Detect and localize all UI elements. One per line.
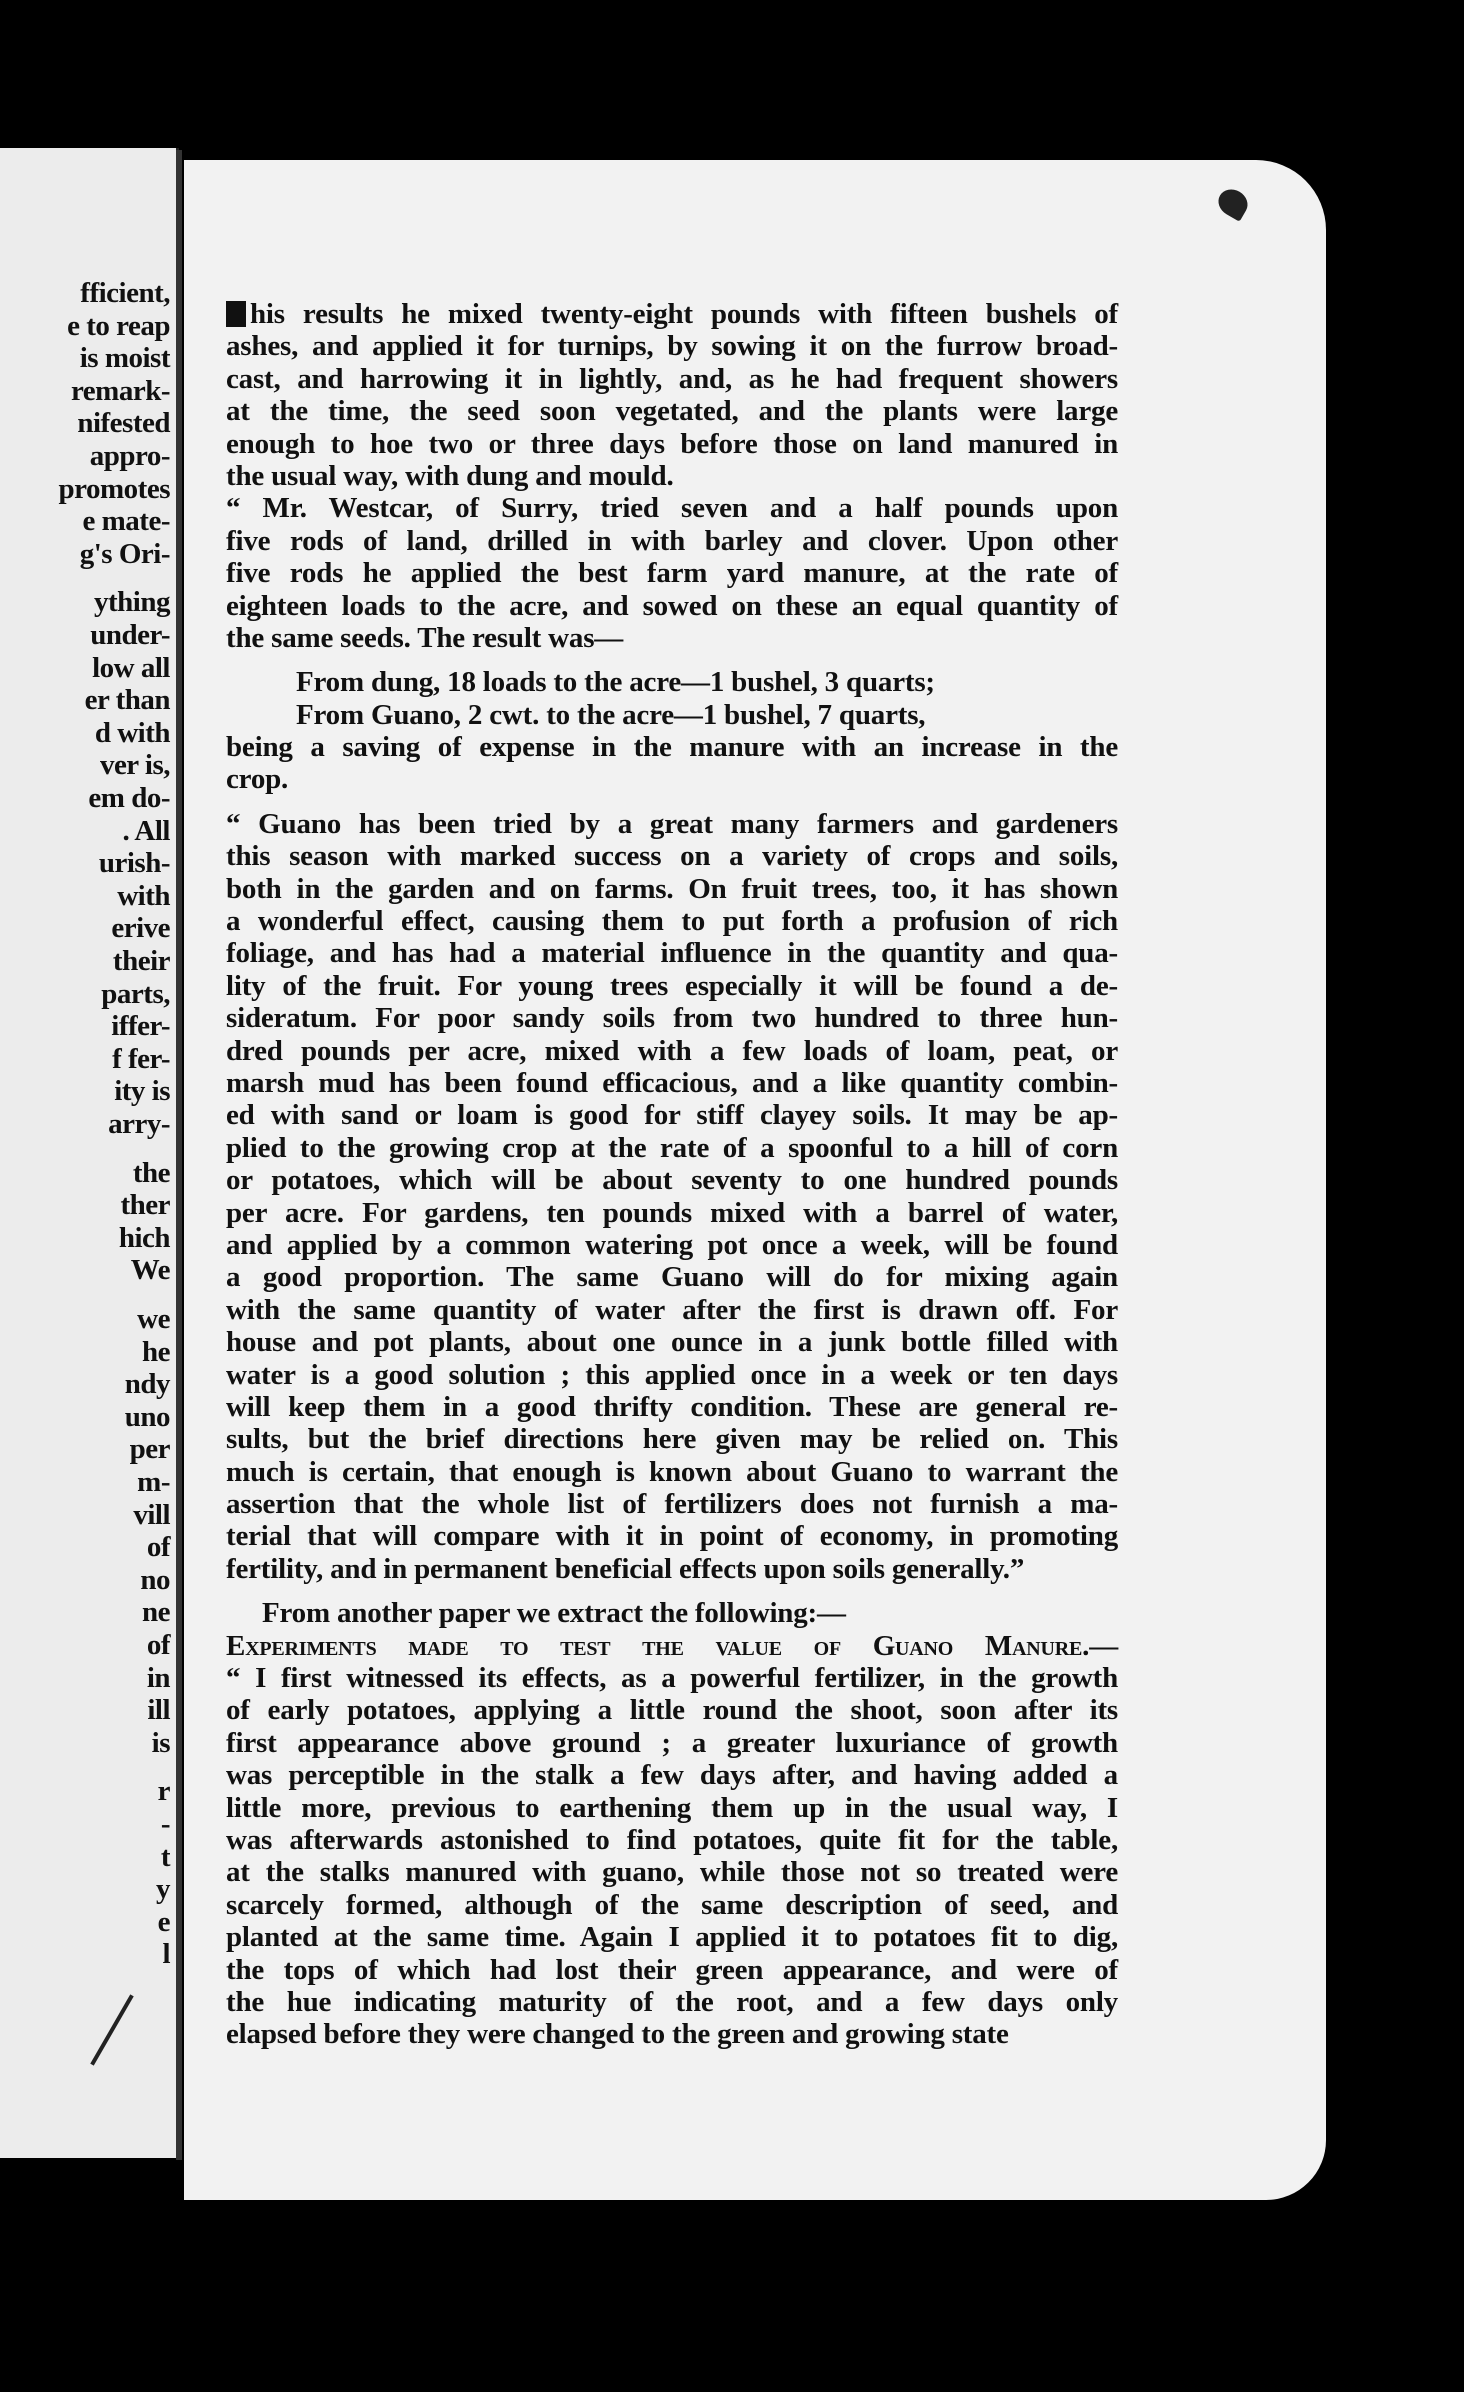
facing-page-line-fragment: hich xyxy=(118,1221,170,1254)
text-line: with the same quantity of water after the first is drawn off. For xyxy=(226,1293,1118,1326)
text-line: sults, but the brief directions here given may be relied on. This xyxy=(226,1423,1118,1456)
facing-page-fragment xyxy=(0,148,179,2158)
text-line: dred pounds per acre, mixed with a few loads of loam, peat, or xyxy=(226,1034,1118,1067)
facing-page-line-fragment: we xyxy=(137,1303,170,1335)
text-line: was perceptible in the stalk a few days after, and having added a xyxy=(226,1759,1118,1792)
facing-page-line-fragment: d with xyxy=(94,716,170,749)
initial-letter-blot xyxy=(226,301,246,327)
facing-page-line-fragment: vill xyxy=(133,1498,170,1531)
paragraph-gap xyxy=(226,1585,1118,1597)
text-line-body: his results he mixed twenty-eight pounds with fifteen bushels of xyxy=(250,298,1118,330)
text-line: sideratum. For poor sandy soils from two hundred to three hun- xyxy=(226,1002,1118,1035)
facing-page-line-fragment: of xyxy=(146,1531,170,1564)
facing-page-line-fragment: parts, xyxy=(101,977,170,1010)
facing-page-line-fragment: in xyxy=(146,1661,170,1694)
facing-page-line-fragment: of xyxy=(146,1629,170,1661)
facing-page-line-fragment: ver is, xyxy=(99,749,170,782)
facing-page-line-fragment: is moist xyxy=(79,342,170,375)
text-line: the usual way, with dung and mould. xyxy=(226,459,674,492)
paragraph-gap xyxy=(226,796,1118,808)
text-line: Experiments made to test the value of Guano Manure.— xyxy=(226,1629,1118,1662)
facing-page-line-fragment: e to reap xyxy=(67,309,170,342)
facing-page-line-fragment: no xyxy=(140,1563,170,1596)
text-line: little more, previous to earthening them up in the usual way, I xyxy=(226,1791,1118,1824)
text-line: a good proportion. The same Guano will do for mixing again xyxy=(226,1261,1118,1294)
facing-page-line-fragment: promotes xyxy=(58,472,170,505)
facing-page-line-fragment: he xyxy=(142,1335,170,1368)
text-line: was afterwards astonished to find potatoes, quite fit for the table, xyxy=(226,1823,1118,1856)
facing-page-line-fragment: f fer- xyxy=(112,1042,170,1075)
facing-page-line-fragment: appro- xyxy=(89,440,170,472)
text-line: eighteen loads to the acre, and sowed on these an equal quantity of xyxy=(226,589,1118,622)
facing-page-line-fragment: e mate- xyxy=(82,505,170,538)
facing-page-line-fragment: We xyxy=(130,1254,170,1287)
facing-page-line-fragment: g's Ori- xyxy=(79,537,170,570)
facing-page-line-fragment: m- xyxy=(137,1466,170,1498)
facing-page-line-fragment: remark- xyxy=(70,374,170,407)
facing-page-line-fragment: er than xyxy=(84,684,170,717)
text-line: “ Guano has been tried by a great many farmers and gardeners xyxy=(226,807,1118,840)
text-line: From another paper we extract the following:— xyxy=(262,1597,846,1630)
text-line: and applied by a common watering pot once a week, will be found xyxy=(226,1228,1118,1261)
facing-page-line-fragment: l xyxy=(162,1938,170,1971)
facing-page-line-fragment: their xyxy=(112,945,170,977)
facing-page-line-fragment: ything xyxy=(94,586,170,619)
text-line: “ Mr. Westcar, of Surry, tried seven and a half pounds upon xyxy=(226,492,1118,525)
facing-page-line-fragment: em do- xyxy=(88,782,170,814)
text-line: foliage, and has had a material influence in the quantity and qua- xyxy=(226,937,1118,970)
text-line: or potatoes, which will be about seventy to one hundred pounds xyxy=(226,1164,1118,1197)
text-line: “ I first witnessed its effects, as a powerful fertilizer, in the growth xyxy=(226,1662,1118,1695)
facing-page-line-fragment: ne xyxy=(142,1596,170,1629)
facing-page-line-fragment: nifested xyxy=(77,407,170,440)
facing-page-line-fragment: . All xyxy=(122,814,170,847)
text-line: per acre. For gardens, ten pounds mixed with a barrel of water, xyxy=(226,1196,1118,1229)
facing-page-line-fragment: y xyxy=(156,1873,170,1906)
text-line: enough to hoe two or three days before those on land manured in xyxy=(226,427,1118,460)
text-line: water is a good solution ; this applied once in a week or ten days xyxy=(226,1358,1118,1391)
text-line: a wonderful effect, causing them to put forth a profusion of rich xyxy=(226,905,1118,938)
facing-page-line-fragment: the xyxy=(132,1156,170,1189)
text-line: at the stalks manured with guano, while those not so treated were xyxy=(226,1856,1118,1889)
text-line: cast, and harrowing it in lightly, and, as he had frequent showers xyxy=(226,362,1118,395)
facing-page-line-fragment: arry- xyxy=(108,1108,170,1140)
text-line: ed with sand or loam is good for stiff clayey soils. It may be ap- xyxy=(226,1099,1118,1132)
text-line: the tops of which had lost their green appearance, and were of xyxy=(226,1953,1118,1986)
text-line: much is certain, that enough is known about Guano to warrant the xyxy=(226,1455,1118,1488)
facing-page-line-fragment: with xyxy=(117,879,170,912)
text-line: being a saving of expense in the manure with an increase in the xyxy=(226,731,1118,764)
text-line: first appearance above ground ; a greater luxuriance of growth xyxy=(226,1726,1118,1759)
text-line: the same seeds. The result was— xyxy=(226,621,624,654)
text-line: elapsed before they were changed to the green and growing state xyxy=(226,2018,1009,2051)
facing-page-line-fragment: fficient, xyxy=(80,277,170,309)
facing-page-line-fragment: uno xyxy=(124,1400,170,1433)
text-line: will keep them in a good thrifty condition. These are general re- xyxy=(226,1390,1118,1423)
facing-page-line-fragment: is xyxy=(151,1726,170,1759)
facing-page-line-fragment: ity is xyxy=(114,1075,170,1108)
text-line: fertility, and in permanent beneficial effects upon soils generally.” xyxy=(226,1552,1025,1585)
facing-page-line-fragment: - xyxy=(160,1808,170,1840)
text-line: five rods of land, drilled in with barley and clover. Upon other xyxy=(226,524,1118,557)
facing-page-line-fragment: ther xyxy=(120,1189,170,1222)
text-line: marsh mud has been found efficacious, and a like quantity combin- xyxy=(226,1066,1118,1099)
text-line: assertion that the whole list of fertilizers does not furnish a ma- xyxy=(226,1488,1118,1521)
text-line: planted at the same time. Again I applied it to potatoes fit to dig, xyxy=(226,1921,1118,1954)
facing-page-line-fragment: iffer- xyxy=(111,1010,170,1043)
text-line: this season with marked success on a variety of crops and soils, xyxy=(226,840,1118,873)
text-line: terial that will compare with it in point of economy, in promoting xyxy=(226,1520,1118,1553)
page-text xyxy=(226,298,1118,2051)
text-line: ashes, and applied it for turnips, by sowing it on the furrow broad- xyxy=(226,330,1118,363)
text-line: From dung, 18 loads to the acre—1 bushel, 3 quarts; xyxy=(296,666,935,699)
page-gutter xyxy=(176,150,182,2160)
text-line: lity of the fruit. For young trees especially it will be found a de- xyxy=(226,969,1118,1002)
text-line: at the time, the seed soon vegetated, and the plants were large xyxy=(226,395,1118,428)
text-line: the hue indicating maturity of the root, and a few days only xyxy=(226,1985,1118,2018)
text-line: both in the garden and on farms. On fruit trees, too, it has shown xyxy=(226,872,1118,905)
text-line: From Guano, 2 cwt. to the acre—1 bushel, 7 quarts, xyxy=(296,698,926,731)
facing-page-line-fragment: t xyxy=(160,1840,170,1873)
facing-page-line-fragment: ill xyxy=(147,1694,170,1727)
text-line: of early potatoes, applying a little round the shoot, soon after its xyxy=(226,1694,1118,1727)
facing-page-line-fragment: r xyxy=(157,1775,170,1808)
facing-page-line-fragment: low all xyxy=(92,651,170,684)
paragraph-gap xyxy=(226,654,1118,666)
facing-page-line-fragment: urish- xyxy=(98,847,170,880)
text-line: five rods he applied the best farm yard manure, at the rate of xyxy=(226,557,1118,590)
facing-page-line-fragment: ndy xyxy=(124,1368,170,1401)
text-line: plied to the growing crop at the rate of a spoonful to a hill of corn xyxy=(226,1131,1118,1164)
text-line: house and pot plants, about one ounce in a junk bottle filled with xyxy=(226,1326,1118,1359)
text-line: scarcely formed, although of the same description of seed, and xyxy=(226,1888,1118,1921)
facing-page-line-fragment: erive xyxy=(111,912,170,945)
facing-page-line-fragment: under- xyxy=(90,619,170,651)
text-line: crop. xyxy=(226,763,289,796)
facing-page-line-fragment: per xyxy=(129,1433,170,1466)
facing-page-line-fragment: e xyxy=(157,1905,170,1938)
text-line xyxy=(226,298,1118,330)
